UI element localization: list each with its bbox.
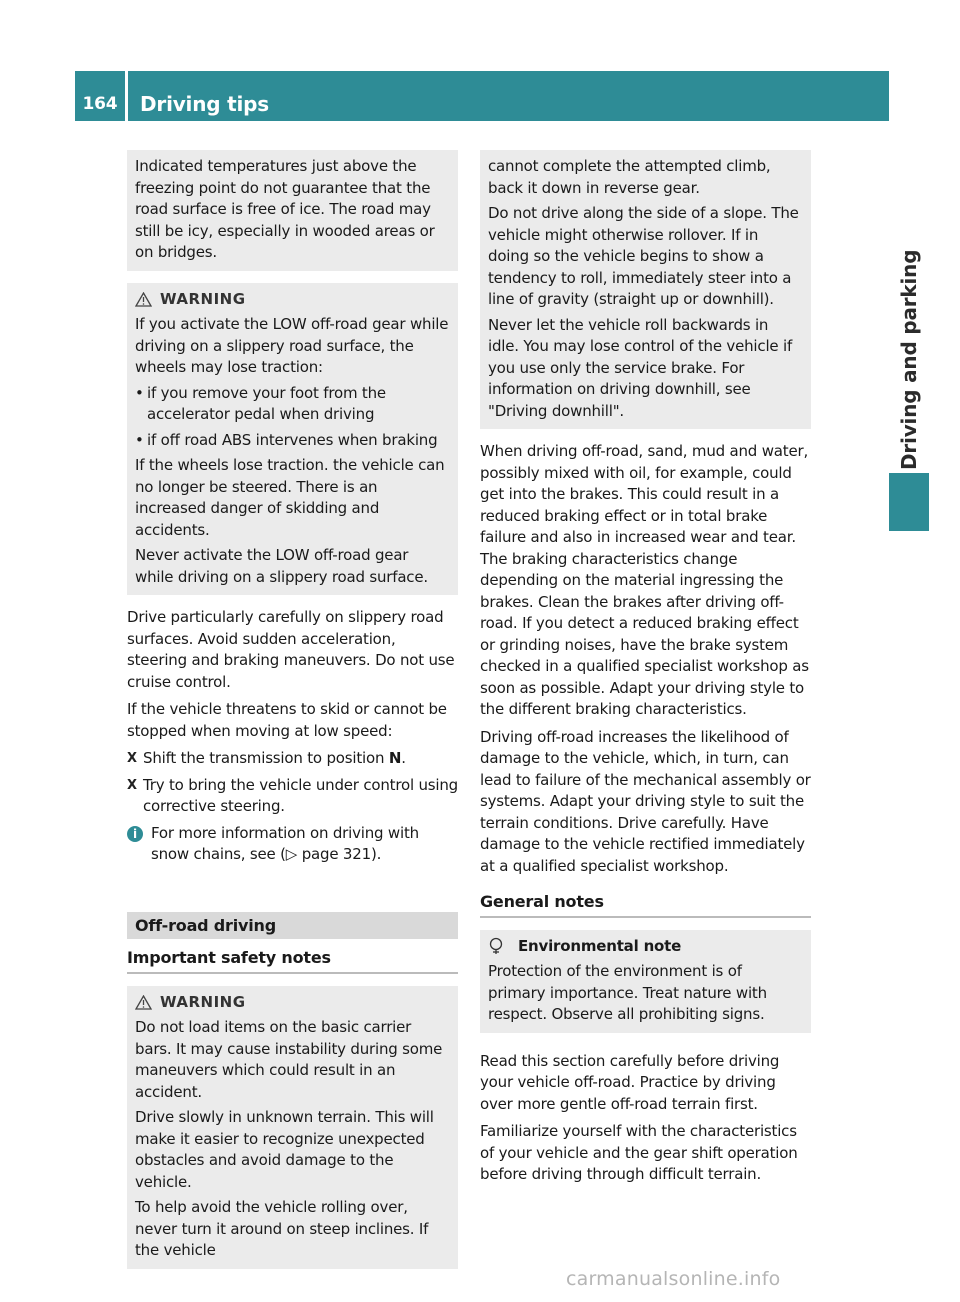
temperature-note-text: Indicated temperatures just above the freezing point do not guarantee that the road surface is free of ice. The road may still be icy, especially in wooded areas or on bridges. [135, 157, 435, 261]
list-item [135, 430, 450, 452]
warning-paragraph: Do not load items on the basic carrier bars. It may cause instability during some maneuvers which could result in an accident. [135, 1018, 443, 1101]
warning-box-continued [480, 150, 811, 429]
info-note [127, 823, 458, 866]
environmental-note-heading [488, 936, 803, 958]
environmental-note-label: Environmental note [518, 936, 682, 955]
step-arrow-icon: X [127, 777, 137, 793]
page-number: 164 [82, 94, 118, 114]
environmental-note-text: Protection of the environment is of primary importance. Treat nature with respect. Observe all prohibiting signs. [488, 962, 767, 1023]
warning-heading [135, 992, 450, 1014]
right-column [480, 150, 811, 1192]
step-text: Try to bring the vehicle under control using corrective steering. [143, 775, 459, 815]
lightbulb-icon [488, 937, 504, 955]
warning-triangle-icon [135, 995, 152, 1010]
warning-paragraph: Drive slowly in unknown terrain. This will make it easier to recognize unexpected obstacles and avoid damage to the vehicle. [135, 1108, 434, 1191]
bullet-dot: • [135, 430, 144, 449]
warning-paragraph: Never let the vehicle roll backwards in idle. You may lose control of the vehicle if you use only the service brake. For information on driving downhill, see "Driving downhill". [488, 315, 793, 420]
warning-paragraph: If the wheels lose traction. the vehicle can no longer be steered. There is an increased danger of skidding and accidents. [135, 456, 445, 539]
watermark-text: carmanualsonline.info [566, 1268, 781, 1290]
instruction-step [127, 775, 458, 818]
temperature-note-box [127, 150, 458, 271]
header-divider [125, 71, 128, 121]
body-paragraph: Familiarize yourself with the characteristics of your vehicle and the gear shift operation before driving through difficult terrain. [480, 1122, 798, 1183]
subheading: General notes [480, 891, 811, 918]
page-title: Driving tips [140, 92, 269, 116]
instruction-step [127, 748, 458, 770]
list-item [135, 383, 450, 426]
step-text [143, 748, 406, 770]
environmental-note-box [480, 930, 811, 1033]
info-text: For more information on driving with snow chains, see (▷ page 321). [151, 823, 419, 863]
body-paragraph: Read this section carefully before driving your vehicle off-road. Practice by driving over more gentle off-road terrain first. [480, 1051, 780, 1113]
warning-intro: If you activate the LOW off-road gear while driving on a slippery road surface, the wheels may lose traction: [135, 315, 449, 376]
info-icon: i [127, 826, 143, 842]
bullet-dot: • [135, 383, 144, 402]
warning-box-offroad [127, 986, 458, 1269]
warning-heading [135, 289, 450, 311]
warning-paragraph: Never activate the LOW off-road gear while driving on a slippery road surface. [135, 546, 428, 586]
warning-paragraph: Do not drive along the side of a slope. The vehicle might otherwise rollover. If in doing so the vehicle begins to show a tendency to roll, immediately steer into a line of gravity (straight up or downhill). [488, 204, 799, 308]
chapter-tab-marker [889, 473, 929, 531]
body-paragraph: When driving off-road, sand, mud and water, possibly mixed with oil, for example, could get into the brakes. This could result in a reduced braking effect or in total brake failure and also in increased wear and tear. The braking characteristics change depending on the material ingressing the brakes. Clean the brakes after driving off-road. If you detect a reduced braking effect or grinding noises, have the brake system checked in a qualified specialist workshop as soon as possible. Adapt your driving style to the different braking characteristics. [480, 442, 809, 718]
warning-triangle-icon [135, 292, 152, 307]
warning-label: WARNING [160, 289, 246, 308]
warning-label: WARNING [160, 992, 246, 1011]
warning-box-low-gear [127, 283, 458, 596]
body-paragraph: If the vehicle threatens to skid or cannot be stopped when moving at low speed: [127, 700, 447, 740]
step-text-prefix: Shift the transmission to position [143, 749, 389, 767]
step-arrow-icon: X [127, 751, 137, 766]
chapter-side-label: Driving and parking [897, 250, 921, 471]
warning-paragraph: cannot complete the attempted climb, back it down in reverse gear. [488, 157, 771, 197]
bullet-text: if you remove your foot from the accelerator pedal when driving [147, 383, 386, 423]
step-text-suffix: . [401, 749, 406, 767]
bullet-text: if off road ABS intervenes when braking [147, 430, 438, 449]
section-title: Off-road driving [127, 912, 458, 940]
body-paragraph: Drive particularly carefully on slippery road surfaces. Avoid sudden acceleration, steering and braking maneuvers. Do not use cruise control. [127, 608, 455, 691]
left-column [127, 150, 458, 1281]
body-paragraph: Driving off-road increases the likelihood of damage to the vehicle, which, in turn, can lead to failure of the mechanical assembly or systems. Adapt your driving style to suit the terrain conditions. Drive carefully. Have damage to the vehicle rectified immediately at a qualified specialist workshop. [480, 727, 811, 875]
gear-position: N [388, 749, 402, 767]
subheading: Important safety notes [127, 947, 458, 974]
warning-paragraph: To help avoid the vehicle rolling over, never turn it around on steep inclines. If the vehicle [135, 1198, 429, 1259]
